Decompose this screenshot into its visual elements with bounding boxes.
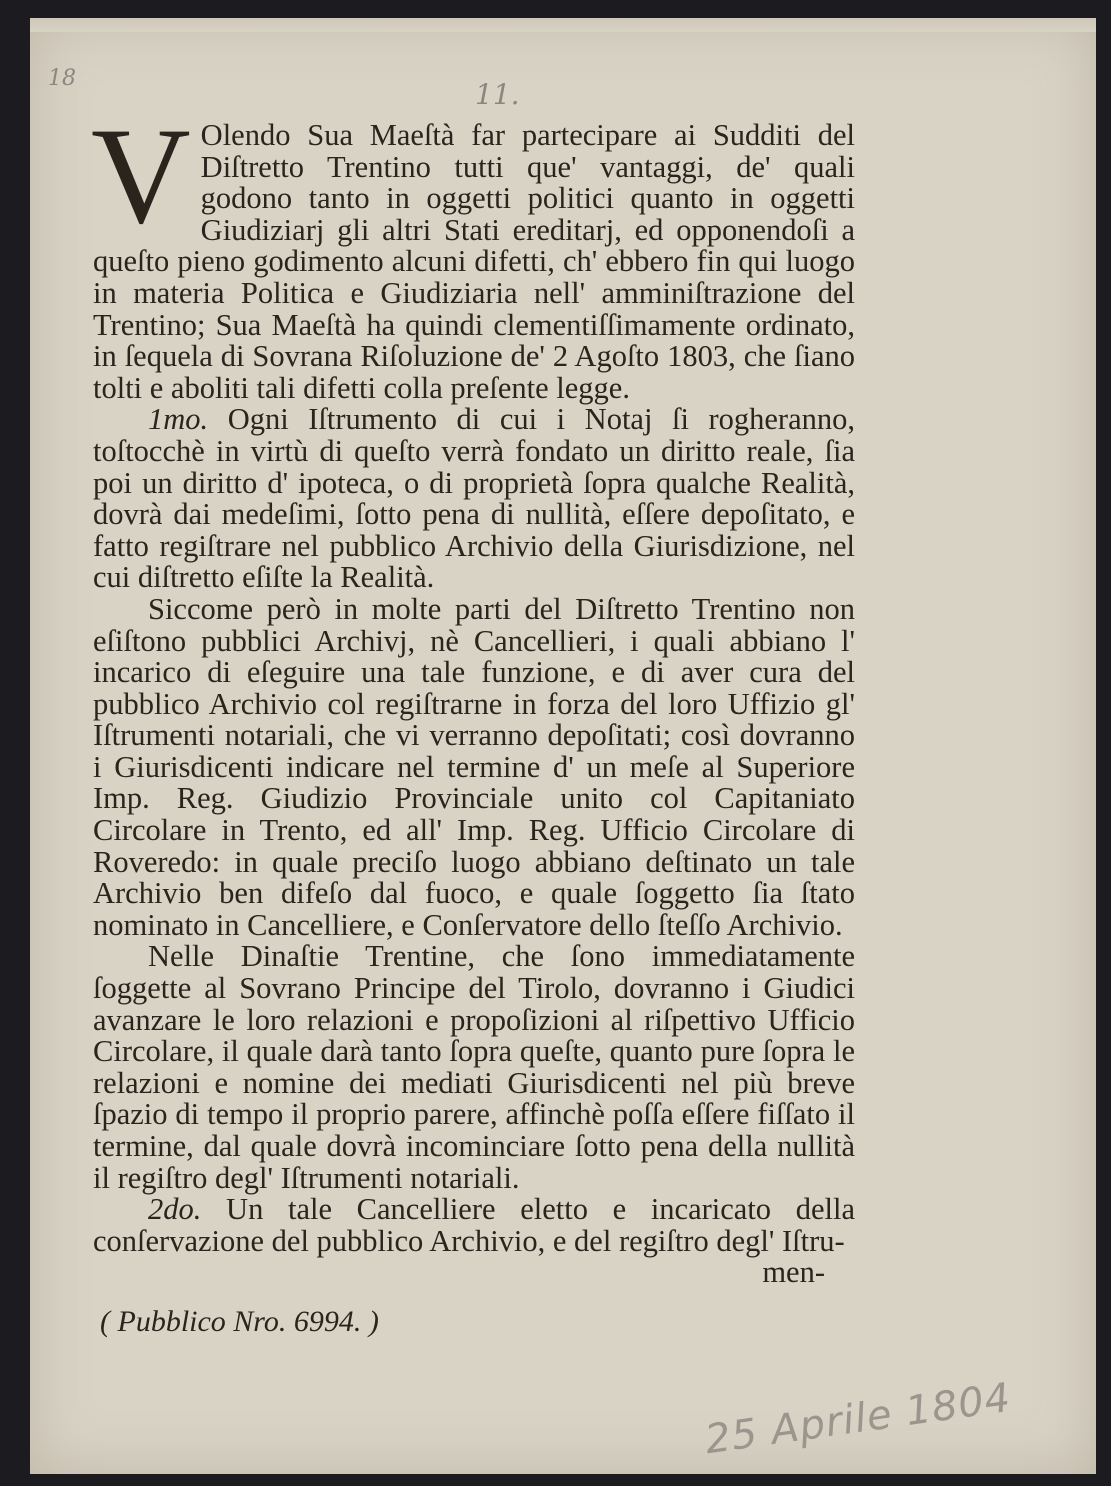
paragraph-1-text: Olendo Sua Maeſtà far partecipare ai Sudditi del Diſtretto Trentino tutti que' vantaggi, de' quali godono tanto in oggetti politici quanto in oggetti Giudiziarj gli altri Stati ereditarj, ed opponendoſi a queſto pieno godimento alcuni difetti, ch' ebbero fin qui luogo in materia Politica e Giudiziaria nell' amminiſtrazione del Trentino; Sua Maeſtà ha quindi clementiſſimamente ordinato, in ſequela di Sovrana Riſoluzione de' 2 Agoſto 1803, che ſiano tolti e aboliti tali difetti colla preſente legge. [93, 118, 855, 405]
article-1-ordinal: 1mo. [148, 402, 209, 437]
decree-text [91, 99, 855, 1290]
article-1-text: Ogni Iſtrumento di cui i Notaj ſi rogheranno, toſtocchè in virtù di queſto verrà fondato un diritto reale, ſia poi un diritto d' ipoteca, o di proprietà ſopra qualche Realità, dovrà dai medeſimi, ſotto pena di nullità, eſſere depoſitato, e fatto regiſtrare nel pubblico Archivio della Giurisdizione, nel cui diſtretto eſiſte la Realità. [93, 402, 855, 595]
page-number-note: 11. [475, 78, 520, 111]
article-1-paragraph [93, 404, 855, 594]
corner-number-note: 18 [48, 66, 76, 91]
drop-cap-initial: V [91, 99, 191, 252]
catchword: men- [762, 1255, 825, 1290]
article-2-text: Un tale Cancelliere eletto e incaricato della conſervazione del pubblico Archivio, e del regiſtro degl' Iſtru- [93, 1192, 855, 1258]
publication-reference: ( Pubblico Nro. 6994. ) [100, 1305, 379, 1338]
handwritten-date-annotation: 25 Aprile 1804 [702, 1374, 1014, 1464]
opening-paragraph [91, 99, 855, 405]
paper-edge [30, 18, 1096, 32]
paragraph-3: Siccome però in molte parti del Diſtretto Trentino non eſiſtono pubblici Archivj, nè Cancellieri, i quali abbiano l' incarico di eſeguire una tale funzione, e di aver cura del pubblico Archivio col regiſtrarne in forza del loro Uffizio gl' Iſtrumenti notariali, che vi verranno depoſitati; così dovranno i Giurisdicenti indicare nel termine d' un meſe al Superiore Imp. Reg. Giudizio Provinciale unito col Capitaniato Circolare in Trento, ed all' Imp. Reg. Ufficio Circolare di Roveredo: in quale preciſo luogo abbiano deſtinato un tale Archivio ben difeſo dal fuoco, e quale ſoggetto ſia ſtato nominato in Cancelliere, e Conſervatore dello ſteſſo Archivio. [93, 591, 855, 942]
article-2-paragraph [93, 1194, 855, 1257]
paragraph-4: Nelle Dinaſtie Trentine, che ſono immediatamente ſoggette al Sovrano Principe del Tirolo, dovranno i Giudici avanzare le loro relazioni e propoſizioni al riſpettivo Ufficio Circolare, il quale darà tanto ſopra queſte, quanto pure ſopra le relazioni e nomine dei mediati Giurisdicenti nel più breve ſpazio di tempo il proprio parere, affinchè poſſa eſſere fiſſato il termine, dal quale dovrà incominciare ſotto pena della nullità il regiſtro degl' Iſtrumenti notariali. [93, 939, 855, 1195]
article-2-ordinal: 2do. [148, 1192, 202, 1227]
